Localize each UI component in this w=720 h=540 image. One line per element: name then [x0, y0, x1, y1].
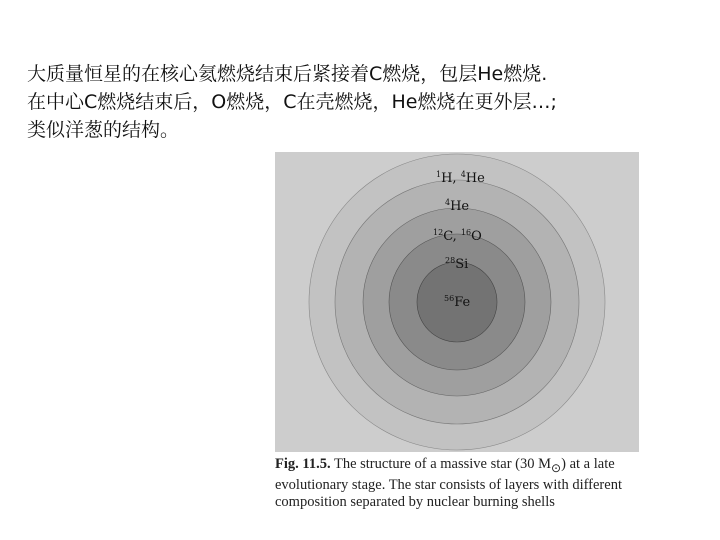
text-line-1: 大质量恒星的在核心氦燃烧结束后紧接着C燃烧，包层He燃烧. [27, 63, 548, 85]
text-line-2: 在中心C燃烧结束后，O燃烧，C在壳燃烧，He燃烧在更外层…; [27, 91, 557, 113]
onion-structure-figure [275, 152, 639, 452]
caption-line-2: evolutionary stage. The star consists of layers with different [275, 476, 622, 493]
caption-text-1-end: ) at a late [561, 456, 615, 472]
label-fe: $^{56}$Fe [444, 294, 471, 310]
text-line-3: 类似洋葱的结构。 [27, 119, 180, 141]
caption-line-1 [275, 456, 647, 477]
label-he: $^4$He [445, 198, 470, 214]
caption-text-1: The structure of a massive star (30 M [333, 456, 552, 472]
caption-line-3: composition separated by nuclear burning shells [275, 493, 555, 510]
label-h-he: $^1$H, $^4$He [436, 170, 485, 186]
label-si: $^{28}$Si [445, 256, 469, 272]
caption-label: Fig. 11.5. [275, 456, 331, 472]
star-layers-diagram [275, 152, 639, 452]
label-c-o: $^{12}$C, $^{16}$O [433, 228, 482, 244]
figure-caption [275, 456, 647, 511]
explanation-text [27, 60, 707, 144]
caption-sun-symbol: ⊙ [551, 460, 562, 475]
